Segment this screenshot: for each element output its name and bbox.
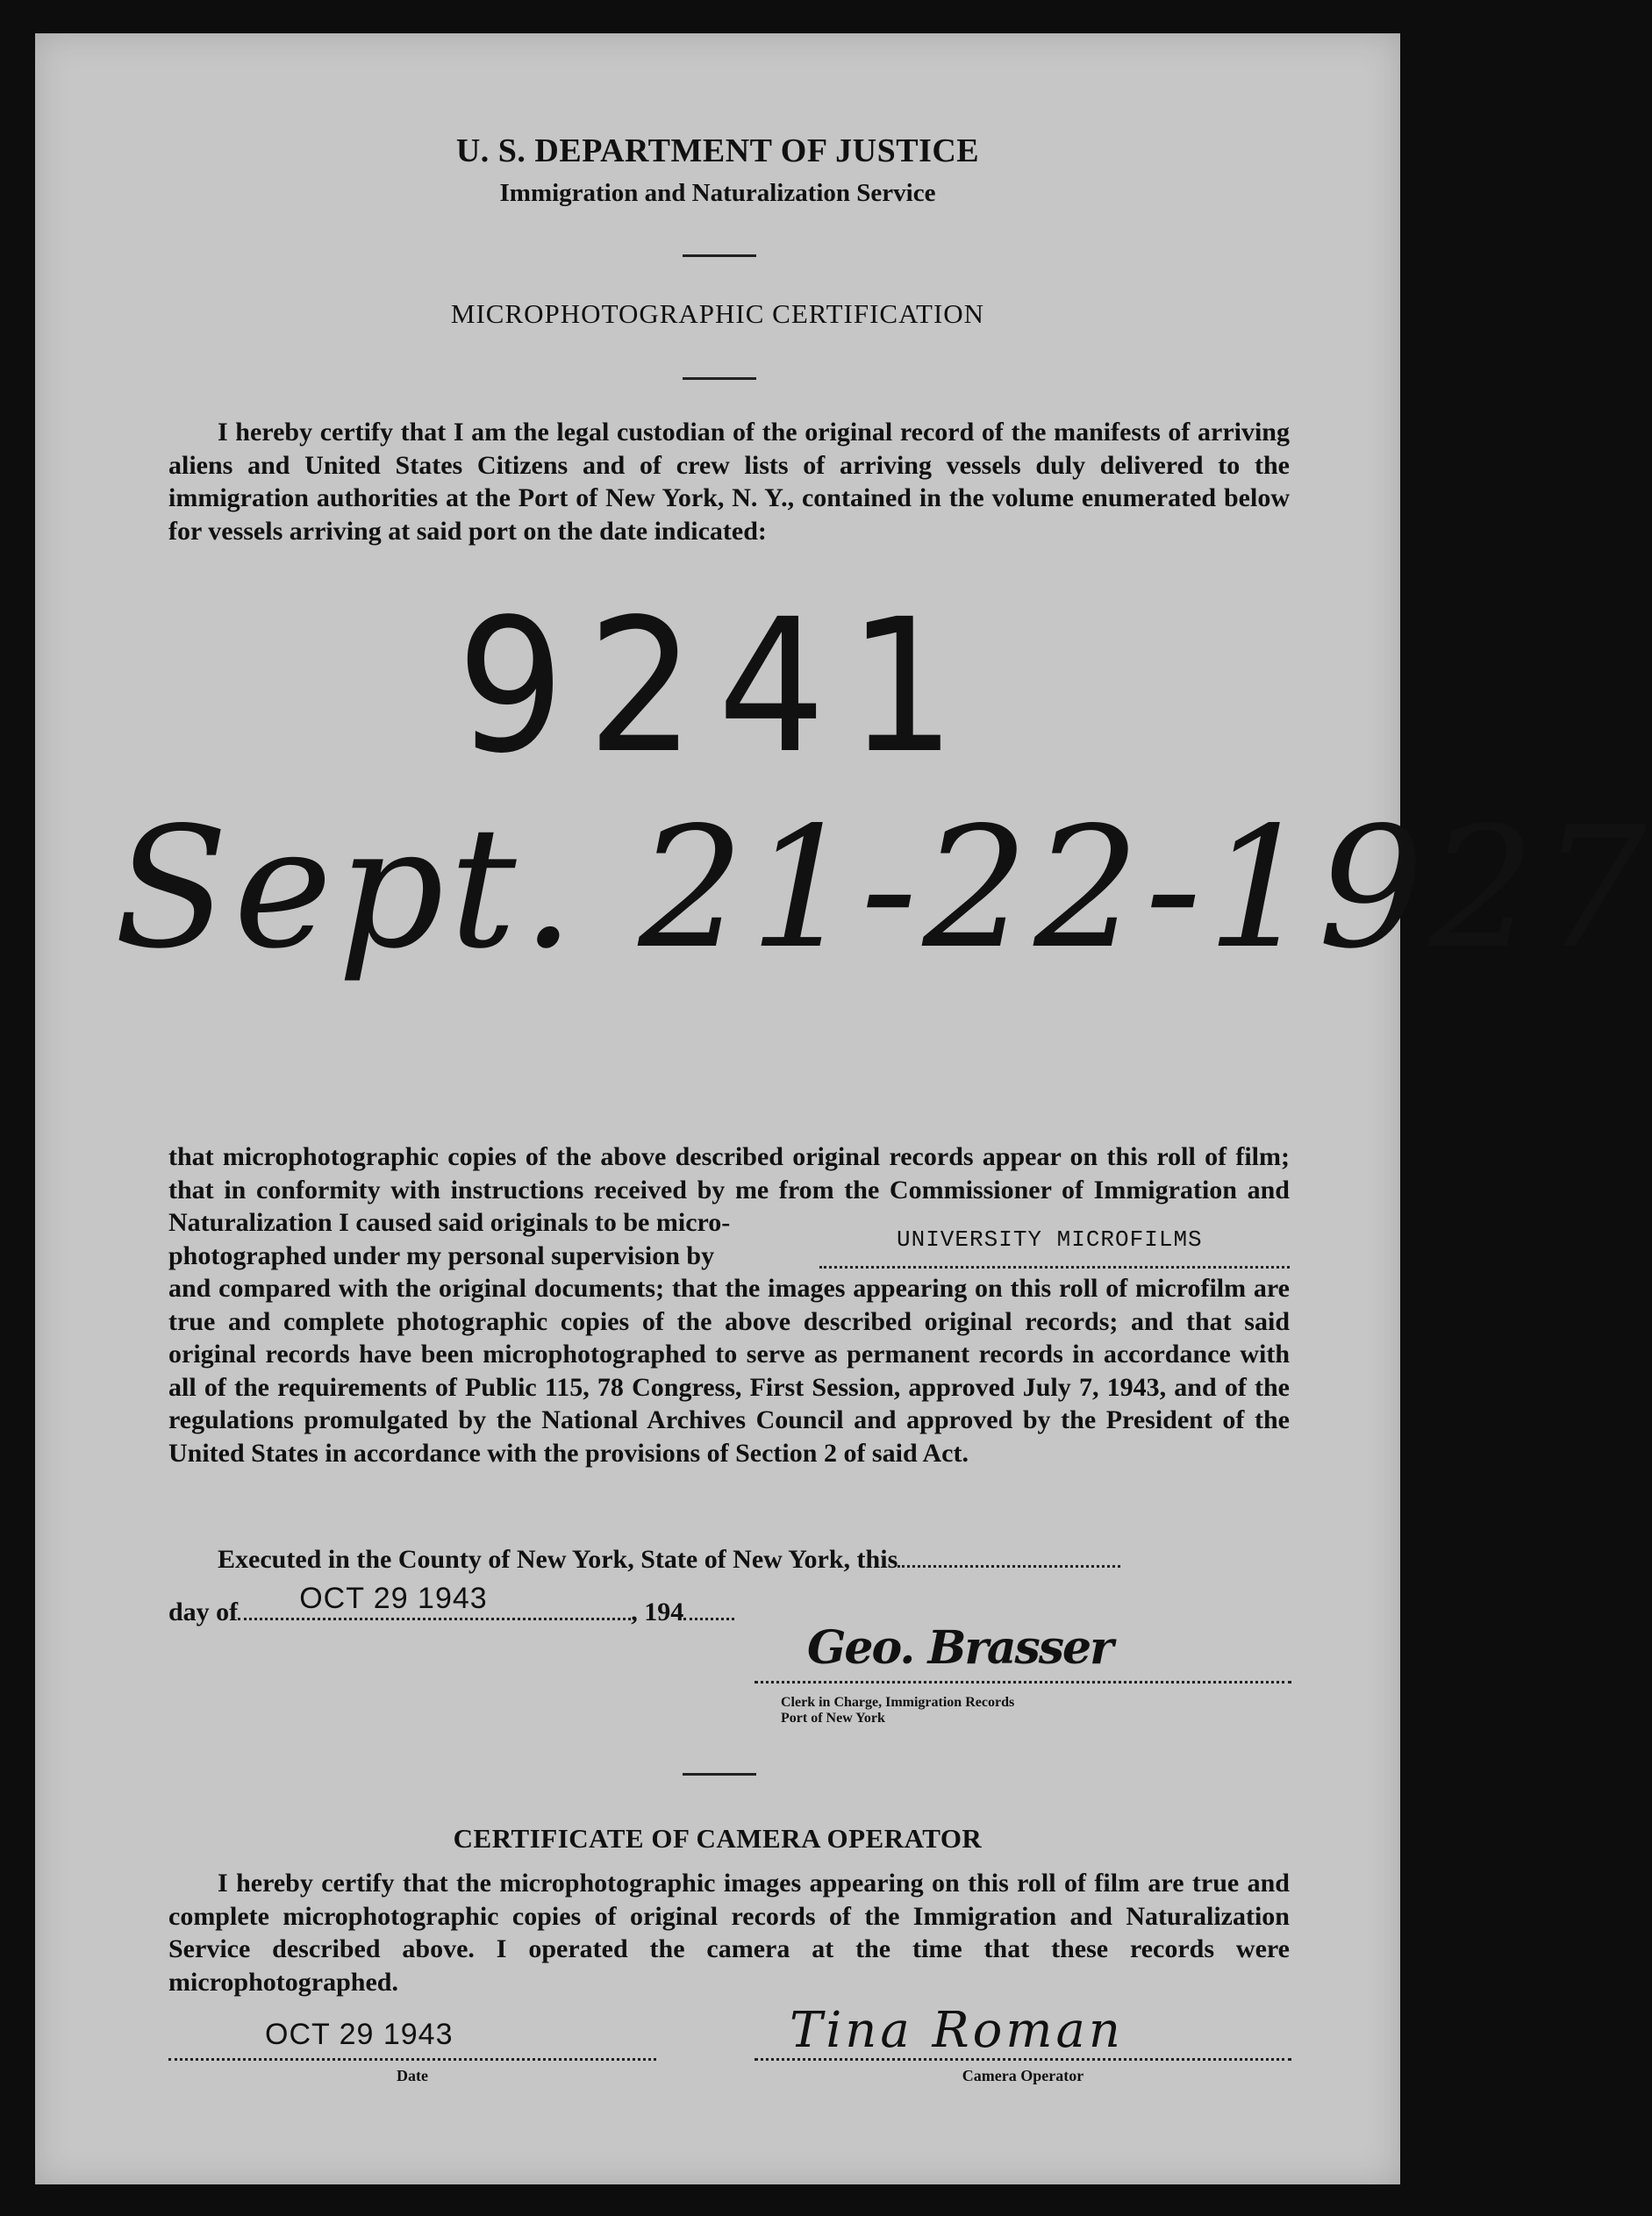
divider-bottom <box>683 1773 756 1776</box>
supervision-prefix: photographed under my personal supervision by <box>168 1240 715 1270</box>
body-line-1: that microphotographic copies of the above described original records appear on this roll of film; that in conformity with instructions received by me from the Commissioner of Immigration and Naturalization I caused said originals to be micro- <box>168 1142 1290 1237</box>
body-paragraph <box>168 1140 1290 1469</box>
divider-top <box>683 254 756 257</box>
service-heading: Immigration and Naturalization Service <box>499 179 936 207</box>
year-prefix: , 194 <box>631 1598 684 1626</box>
camera-certificate-title: CERTIFICATE OF CAMERA OPERATOR <box>453 1823 983 1854</box>
body-rest: and compared with the original documents; that the images appearing on this roll of microfilm are true and complete photographic copies of the above described original records; and that said original records have been microphotographed to serve as permanent records in accordance with all of the requirements of Public 115, 78 Congress, First Session, approved July 7, 1943, and of the regulations promulgated by the National Archives Council and approved by the President of the United States in accordance with the provisions of Section 2 of said Act. <box>168 1274 1290 1468</box>
intro-paragraph: I hereby certify that I am the legal custodian of the original record of the manifests of arriving aliens and United States Citizens and of crew lists of arriving vessels duly delivered to the immigration authorities at the Port of New York, N. Y., contained in the volume enumerated below for vessels arriving at said port on the date indicated: <box>168 418 1290 546</box>
certificate-sheet <box>35 33 1652 2184</box>
clerk-title: Clerk in Charge, Immigration Records Port of New York <box>781 1695 1015 1726</box>
camera-date-stamp: OCT 29 1943 <box>265 2018 454 2051</box>
volume-date-handwritten: Sept. 21-22-1927 <box>114 791 1652 985</box>
operator-signature: Tina Roman <box>790 2002 1124 2059</box>
executed-line <box>168 1542 1290 1576</box>
executed-text: Executed in the County of New York, State of New York, this <box>218 1545 898 1574</box>
form-title: MICROPHOTOGRAPHIC CERTIFICATION <box>450 298 985 329</box>
day-of-label: day of <box>168 1598 239 1626</box>
supervision-line <box>168 1226 1290 1273</box>
clerk-signature: Geo. Brasser <box>807 1621 1112 1675</box>
department-heading: U. S. DEPARTMENT OF JUSTICE <box>455 132 980 169</box>
volume-number-handwritten: 9241 <box>456 579 979 794</box>
divider-middle <box>683 377 756 380</box>
day-of-stamp: OCT 29 1943 <box>299 1582 488 1615</box>
camera-certificate-text: I hereby certify that the microphotographic images appearing on this roll of film are true and complete microphotographic copies of original records of the Immigration and Naturalization Service described above. I operated the camera at the time that these records were microphotographed. <box>168 1869 1290 1997</box>
day-of-line <box>168 1582 1290 1629</box>
date-label: Date <box>397 2067 428 2084</box>
operator-label: Camera Operator <box>962 2067 1084 2084</box>
microfilmer-name: UNIVERSITY MICROFILMS <box>897 1226 1203 1253</box>
